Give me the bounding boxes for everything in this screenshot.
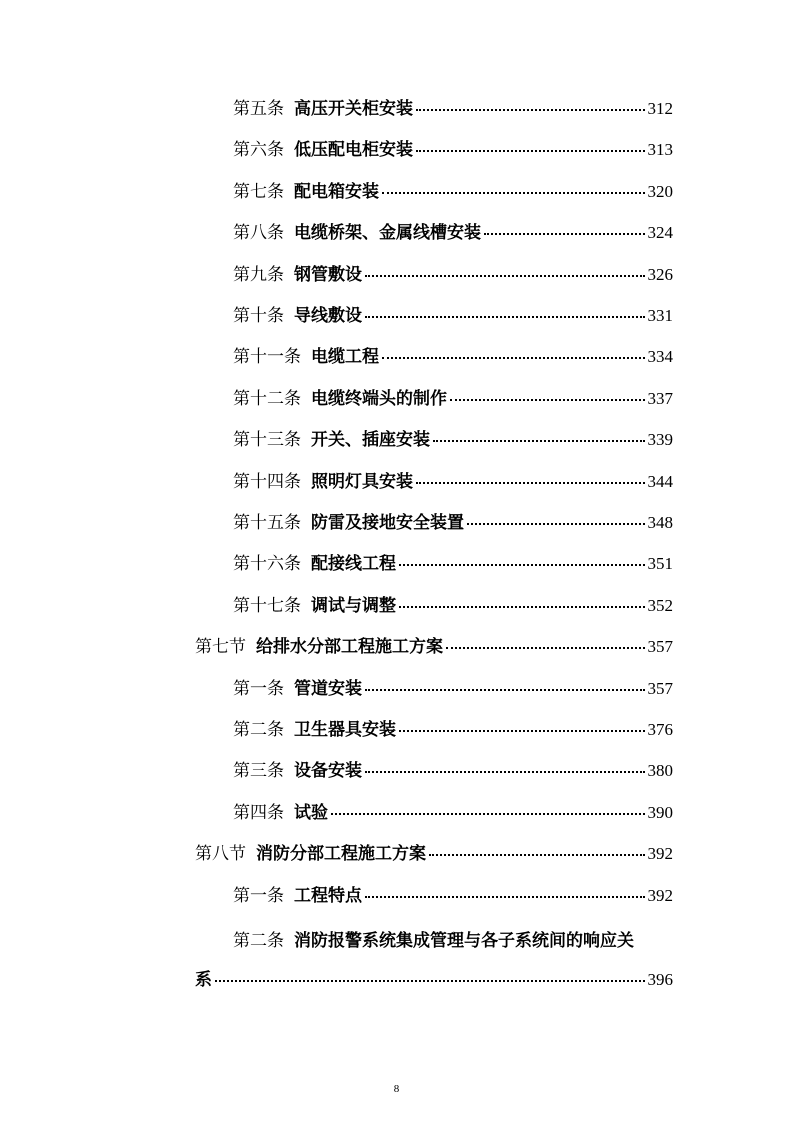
toc-entry-code: 第六条 xyxy=(233,140,284,160)
toc-entry-page: 376 xyxy=(647,720,673,739)
toc-entry-page: 396 xyxy=(647,970,673,989)
toc-entry[interactable] xyxy=(233,179,673,205)
toc-entry-code: 第七节 xyxy=(195,637,246,657)
toc-entry[interactable] xyxy=(233,137,673,163)
dot-leader xyxy=(433,440,645,442)
toc-entry-code: 第十七条 xyxy=(233,596,301,616)
toc-entry-title: 防雷及接地安全装置 xyxy=(311,513,464,533)
toc-entry-code: 第四条 xyxy=(233,803,284,823)
toc-entry[interactable] xyxy=(233,758,673,784)
toc-entry-page: 351 xyxy=(647,554,673,573)
dot-leader xyxy=(399,730,645,732)
toc-entry-page: 392 xyxy=(647,886,673,905)
dot-leader xyxy=(484,233,645,235)
toc-entry-page: 380 xyxy=(647,761,673,780)
toc-entry-page: 348 xyxy=(647,513,673,532)
toc-entry-code: 第十三条 xyxy=(233,430,301,450)
footer-page-number: 8 xyxy=(393,1083,400,1095)
toc-entry-page: 324 xyxy=(647,223,673,242)
toc-entry-code: 第一条 xyxy=(233,679,284,699)
toc-entry-title: 电缆终端头的制作 xyxy=(311,389,447,409)
dot-leader xyxy=(399,564,645,566)
dot-leader xyxy=(365,275,645,277)
toc-entry-page: 331 xyxy=(647,306,673,325)
dot-leader xyxy=(331,813,645,815)
toc-entry[interactable] xyxy=(233,344,673,370)
toc-entry-title: 试验 xyxy=(294,803,328,823)
toc-entry[interactable] xyxy=(233,303,673,329)
toc-entry-code: 第二条 xyxy=(233,931,284,951)
toc-entry-code: 第十一条 xyxy=(233,347,301,367)
toc-entry-title: 电缆工程 xyxy=(311,347,379,367)
toc-entry-page: 357 xyxy=(647,679,673,698)
dot-leader xyxy=(365,689,645,691)
toc-entry-code: 第八条 xyxy=(233,223,284,243)
toc-entry-code: 第一条 xyxy=(233,886,284,906)
toc-entry-code: 第十二条 xyxy=(233,389,301,409)
toc-entry-title: 照明灯具安装 xyxy=(311,472,413,492)
dot-leader xyxy=(365,771,645,773)
toc-entry-page: 337 xyxy=(647,389,673,408)
toc-entry[interactable] xyxy=(233,510,673,536)
toc-entry-title: 消防分部工程施工方案 xyxy=(256,844,426,864)
dot-leader xyxy=(382,357,645,359)
toc-entry-title: 电缆桥架、金属线槽安装 xyxy=(294,223,481,243)
dot-leader xyxy=(215,980,645,982)
toc-entry-title: 导线敷设 xyxy=(294,306,362,326)
toc-entry-code: 第十条 xyxy=(233,306,284,326)
toc-entry-code: 第七条 xyxy=(233,182,284,202)
toc-entry-page: 339 xyxy=(647,430,673,449)
toc-entry-code: 第十六条 xyxy=(233,554,301,574)
dot-leader xyxy=(446,647,645,649)
toc-entry-title: 配接线工程 xyxy=(311,554,396,574)
toc-section-entry[interactable] xyxy=(195,841,673,867)
toc-entry-code: 第八节 xyxy=(195,844,246,864)
dot-leader xyxy=(382,192,645,194)
toc-entry-title-continued: 系 xyxy=(195,970,212,990)
dot-leader xyxy=(416,109,645,111)
toc-entry-code: 第三条 xyxy=(233,761,284,781)
toc-entry-wrapped-line2[interactable] xyxy=(195,967,673,993)
toc-entry-page: 313 xyxy=(647,140,673,159)
toc-entry[interactable] xyxy=(233,262,673,288)
toc-entry-page: 320 xyxy=(647,182,673,201)
toc-entry-title: 管道安装 xyxy=(294,679,362,699)
toc-entry[interactable] xyxy=(233,676,673,702)
dot-leader xyxy=(429,854,645,856)
toc-entry[interactable] xyxy=(233,593,673,619)
toc-section-entry[interactable] xyxy=(195,634,673,660)
toc-entry-page: 344 xyxy=(647,472,673,491)
toc-entry[interactable] xyxy=(233,96,673,122)
toc-entry-page: 334 xyxy=(647,347,673,366)
toc-entry-code: 第五条 xyxy=(233,99,284,119)
toc-entry-page: 312 xyxy=(647,99,673,118)
toc-entry[interactable] xyxy=(233,717,673,743)
toc-entry-title: 开关、插座安装 xyxy=(311,430,430,450)
toc-entry-code: 第十四条 xyxy=(233,472,301,492)
toc-entry-title: 给排水分部工程施工方案 xyxy=(256,637,443,657)
toc-entry-page: 326 xyxy=(647,265,673,284)
toc-entry-title: 工程特点 xyxy=(294,886,362,906)
toc-entry-page: 357 xyxy=(647,637,673,656)
dot-leader xyxy=(365,316,645,318)
toc-entry-title: 设备安装 xyxy=(294,761,362,781)
toc-entry[interactable] xyxy=(233,551,673,577)
toc-entry[interactable] xyxy=(233,427,673,453)
dot-leader xyxy=(416,482,645,484)
toc-entry-code: 第十五条 xyxy=(233,513,301,533)
toc-entry-page: 392 xyxy=(647,844,673,863)
toc-entry-title: 钢管敷设 xyxy=(294,265,362,285)
dot-leader xyxy=(416,150,645,152)
dot-leader xyxy=(399,606,645,608)
toc-entry-title: 卫生器具安装 xyxy=(294,720,396,740)
toc-entry[interactable] xyxy=(233,386,673,412)
toc-entry[interactable] xyxy=(233,469,673,495)
toc-entry-page: 390 xyxy=(647,803,673,822)
toc-entry-title: 配电箱安装 xyxy=(294,182,379,202)
toc-entry-page: 352 xyxy=(647,596,673,615)
toc-entry-title: 低压配电柜安装 xyxy=(294,140,413,160)
toc-entry-code: 第九条 xyxy=(233,265,284,285)
toc-entry[interactable] xyxy=(233,800,673,826)
dot-leader xyxy=(365,896,645,898)
toc-entry-code: 第二条 xyxy=(233,720,284,740)
toc-entry-title: 调试与调整 xyxy=(311,596,396,616)
toc-entry[interactable] xyxy=(233,220,673,246)
toc-entry-title: 高压开关柜安装 xyxy=(294,99,413,119)
dot-leader xyxy=(467,523,645,525)
toc-entry[interactable] xyxy=(233,883,673,909)
toc-entry-title: 消防报警系统集成管理与各子系统间的响应关 xyxy=(294,931,634,951)
dot-leader xyxy=(450,399,645,401)
toc-entry-wrapped-line1[interactable] xyxy=(233,928,673,954)
